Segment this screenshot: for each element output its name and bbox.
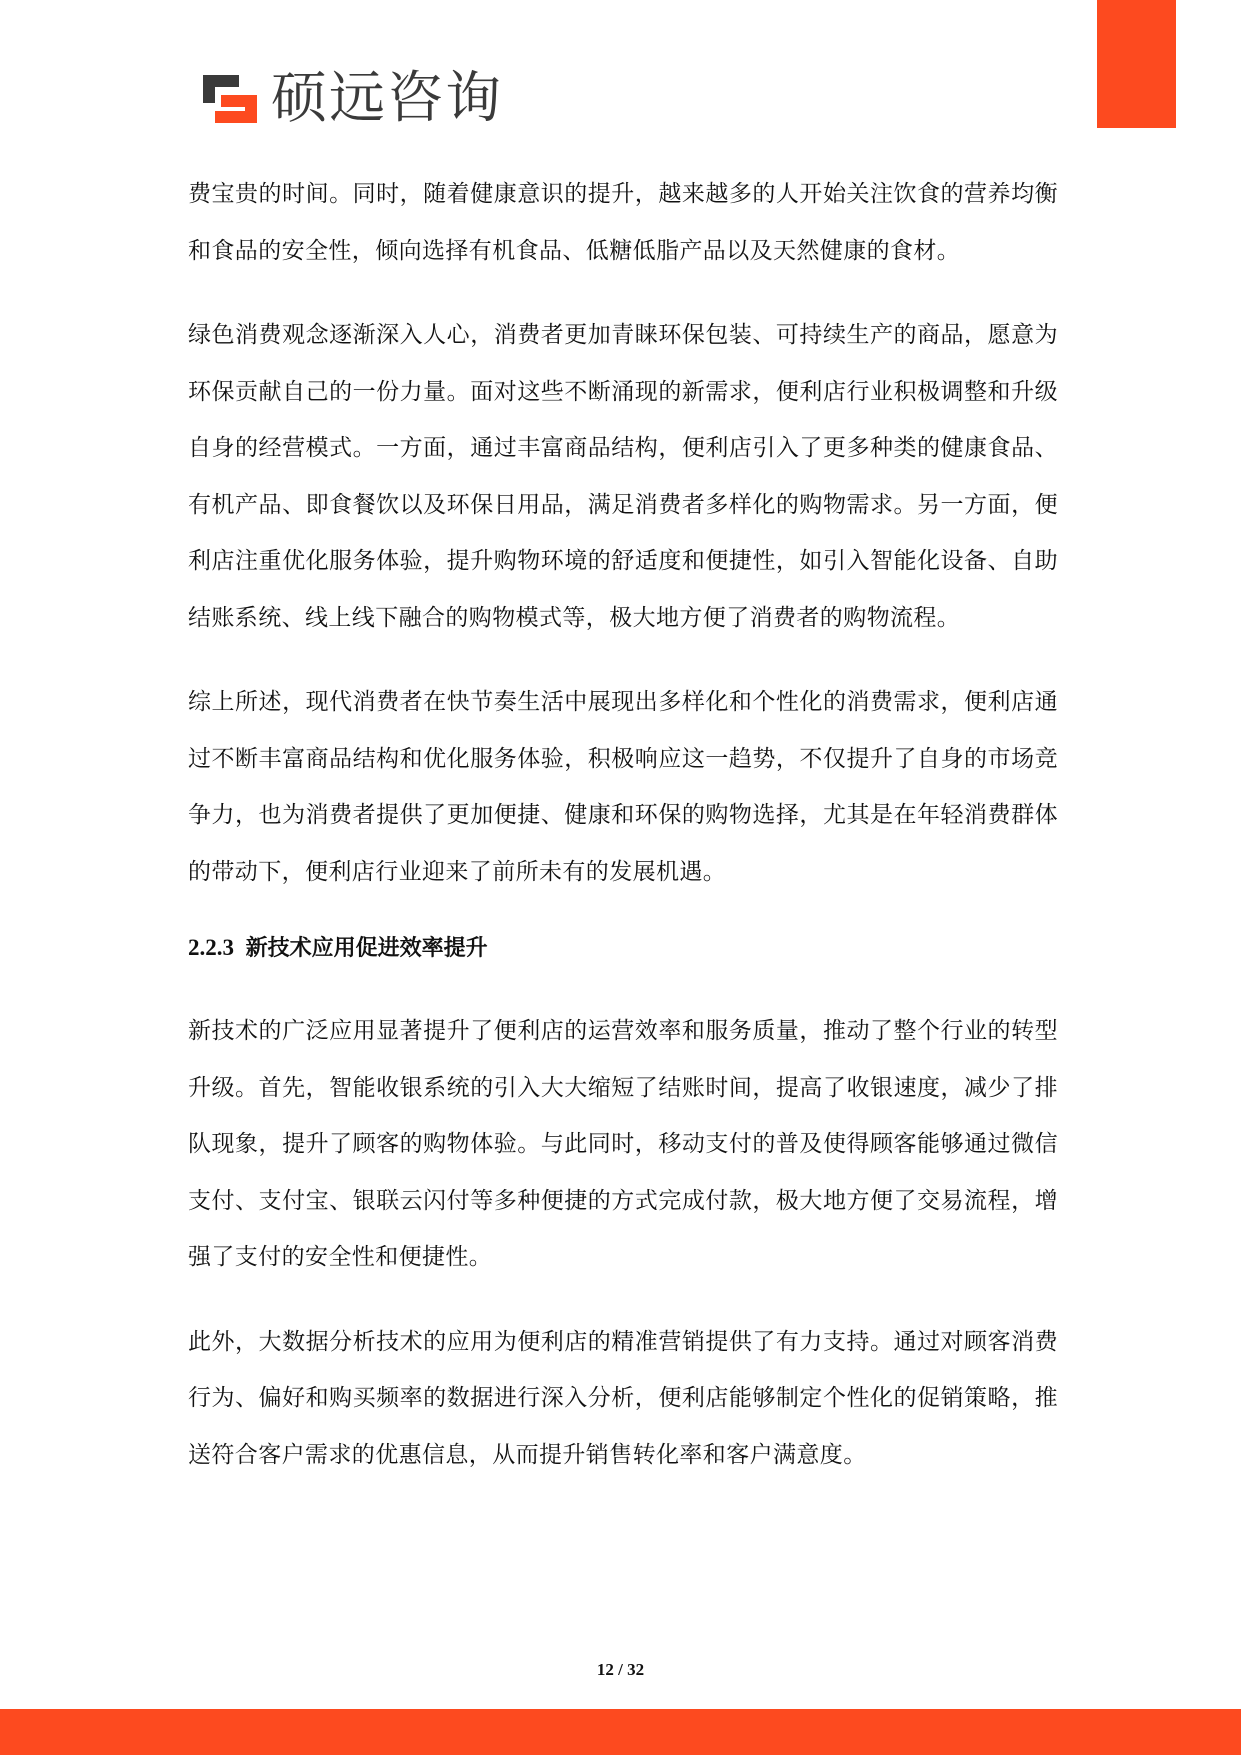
paragraph: 新技术的广泛应用显著提升了便利店的运营效率和服务质量，推动了整个行业的转型升级。首先，智能收银系统的引入大大缩短了结账时间，提高了收银速度，减少了排队现象，提升了顾客的购物体验。与此同时，移动支付的普及使得顾客能够通过微信支付、支付宝、银联云闪付等多种便捷的方式完成付款，极大地方便了交易流程，增强了支付的安全性和便捷性。 bbox=[188, 1018, 1058, 1270]
brand-s-logo-icon bbox=[201, 73, 259, 125]
brand-logo bbox=[201, 68, 503, 130]
page-number: 12 / 32 bbox=[596, 1660, 645, 1679]
paragraph: 此外，大数据分析技术的应用为便利店的精准营销提供了有力支持。通过对顾客消费行为、偏好和购买频率的数据进行深入分析，便利店能够制定个性化的促销策略，推送符合客户需求的优惠信息，从而提升销售转化率和客户满意度。 bbox=[188, 1328, 1058, 1468]
section-title: 新技术应用促进效率提升 bbox=[245, 936, 488, 961]
section-number: 2.2.3 bbox=[188, 935, 234, 960]
corner-accent-tab bbox=[1097, 0, 1176, 128]
section-heading bbox=[188, 928, 1058, 969]
document-body bbox=[188, 166, 1058, 1511]
brand-name: 硕远咨询 bbox=[271, 66, 503, 131]
paragraph: 费宝贵的时间。同时，随着健康意识的提升，越来越多的人开始关注饮食的营养均衡和食品的安全性，倾向选择有机食品、低糖低脂产品以及天然健康的食材。 bbox=[188, 181, 1058, 264]
paragraph: 综上所述，现代消费者在快节奏生活中展现出多样化和个性化的消费需求，便利店通过不断丰富商品结构和优化服务体验，积极响应这一趋势，不仅提升了自身的市场竞争力，也为消费者提供了更加便捷、健康和环保的购物选择，尤其是在年轻消费群体的带动下，便利店行业迎来了前所未有的发展机遇。 bbox=[188, 689, 1058, 885]
footer-accent-bar bbox=[0, 1709, 1241, 1755]
paragraph: 绿色消费观念逐渐深入人心，消费者更加青睐环保包装、可持续生产的商品，愿意为环保贡献自己的一份力量。面对这些不断涌现的新需求，便利店行业积极调整和升级自身的经营模式。一方面，通过丰富商品结构，便利店引入了更多种类的健康食品、有机产品、即食餐饮以及环保日用品，满足消费者多样化的购物需求。另一方面，便利店注重优化服务体验，提升购物环境的舒适度和便捷性，如引入智能化设备、自助结账系统、线上线下融合的购物模式等，极大地方便了消费者的购物流程。 bbox=[188, 322, 1058, 631]
